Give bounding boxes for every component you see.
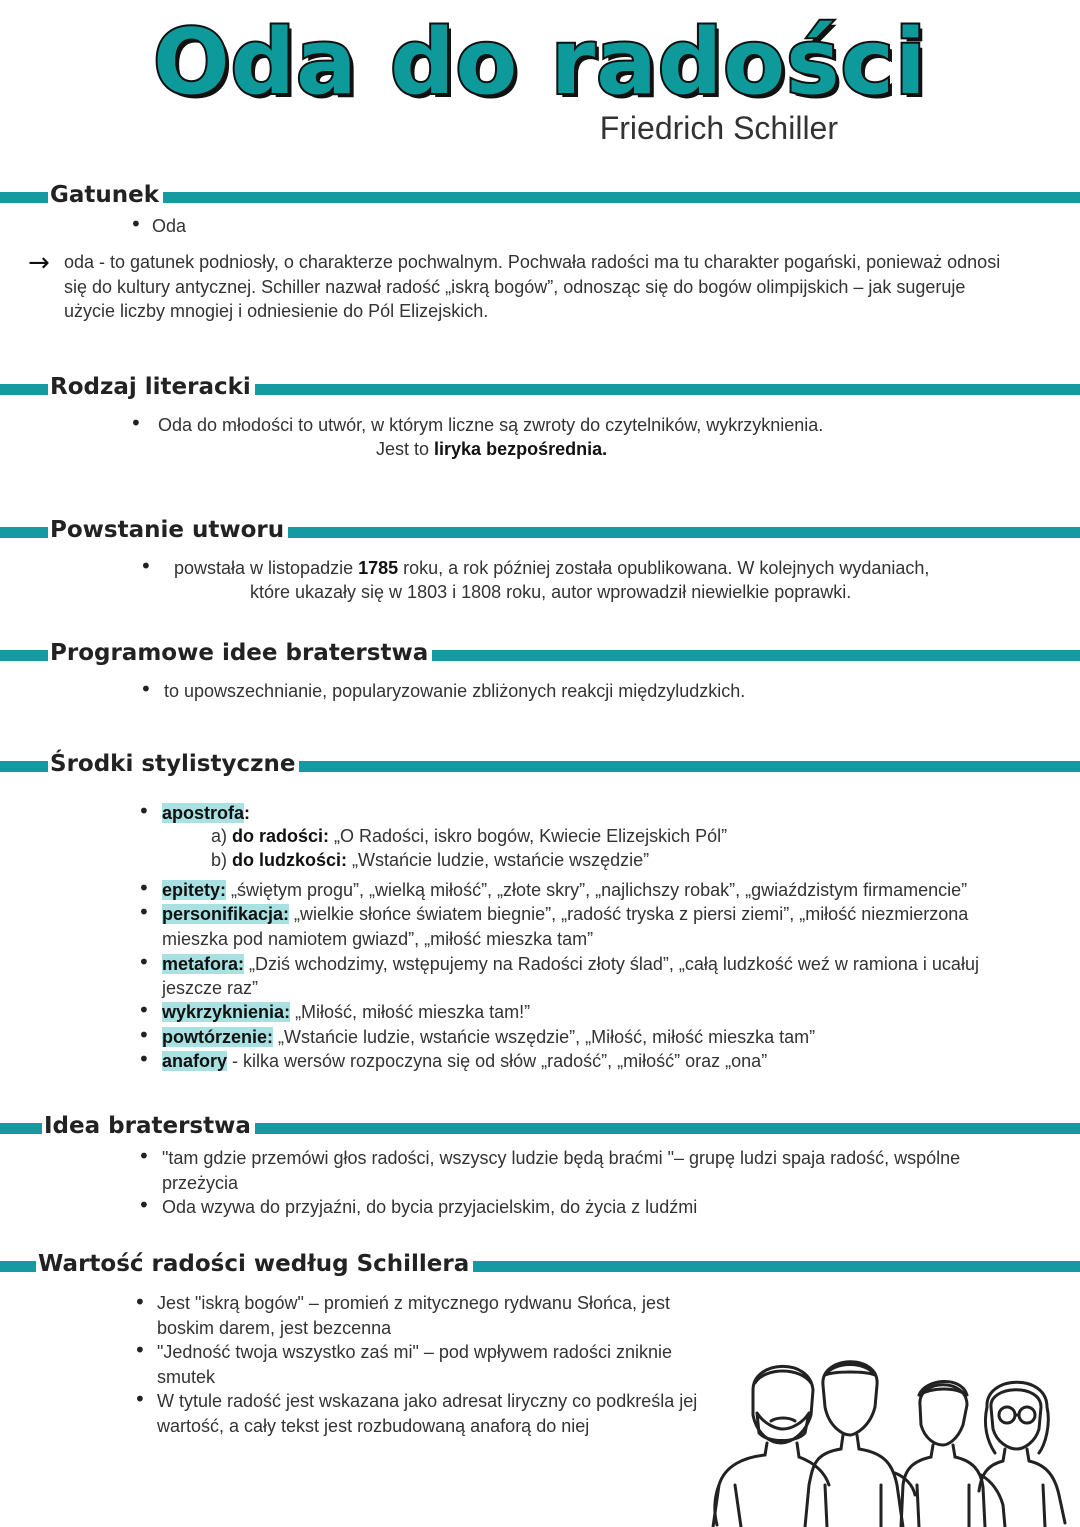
section-powstanie-header <box>0 515 1080 545</box>
emphasis-text: liryka bezpośrednia. <box>434 439 608 459</box>
person-bearded-icon <box>713 1366 813 1527</box>
wartosc-bullet-1 <box>157 1291 670 1340</box>
section-heading: Środki stylistyczne <box>48 749 299 779</box>
term-highlight: wykrzyknienia: <box>162 1002 291 1022</box>
list-item <box>162 1025 815 1050</box>
list-item <box>162 952 979 977</box>
emphasis-text: 1785 <box>358 558 399 578</box>
wartosc-bullet-2 <box>157 1340 672 1389</box>
section-programowe-header <box>0 638 1080 668</box>
text-span: roku, a rok później została opublikowana. W kolejnych wydaniach, <box>398 558 930 578</box>
powstanie-line2: które ukazały się w 1803 i 1808 roku, autor wprowadził niewielkie poprawki. <box>250 582 852 602</box>
idea-bullet-2: Oda wzywa do przyjaźni, do bycia przyjacielskim, do życia z ludźmi <box>162 1197 698 1217</box>
bullet-icon: • <box>138 876 150 900</box>
author-name: Friedrich Schiller <box>599 110 838 146</box>
section-rodzaj-header <box>0 372 1080 402</box>
text-span: - kilka wersów rozpoczyna się od słów „radość”, „miłość” oraz „ona” <box>227 1051 768 1071</box>
section-srodki-header <box>0 749 1080 779</box>
text-span: „Wstańcie ludzie, wstańcie wszędzie” <box>347 850 650 870</box>
person-woman-glasses-icon <box>979 1382 1065 1527</box>
list-subitem <box>211 824 727 849</box>
text-span: „Dziś wchodzimy, wstępujemy na Radości złoty ślad”, „całą ludzkość weź w ramiona i ucałuj <box>244 954 979 974</box>
section-heading: Programowe idee braterstwa <box>48 638 432 668</box>
friends-group-illustration <box>705 1345 1075 1527</box>
list-item <box>162 1049 767 1074</box>
text-line: smutek <box>157 1366 216 1387</box>
text-span: a) <box>211 826 233 846</box>
idea-bullet-1 <box>162 1146 960 1195</box>
rodzaj-line1: Oda do młodości to utwór, w którym liczne są zwroty do czytelników, wykrzyknienia. <box>158 415 824 435</box>
bullet-icon: • <box>138 1023 150 1047</box>
text-span: „Miłość, miłość mieszka tam!” <box>290 1002 531 1022</box>
gatunek-note <box>64 250 1000 324</box>
section-heading: Powstanie utworu <box>48 515 288 545</box>
wartosc-bullet-3 <box>157 1389 697 1438</box>
section-heading: Gatunek <box>48 180 163 210</box>
bullet-icon: • <box>134 1290 146 1314</box>
text-span: „świętym progu”, „wielką miłość”, „złote skry”, „najlichszy robak”, „gwiaździstym firmamencie” <box>226 880 968 900</box>
bullet-icon: • <box>130 411 142 435</box>
section-heading: Idea braterstwa <box>42 1111 255 1141</box>
bullet-icon: • <box>130 212 142 236</box>
text-line: boskim darem, jest bezcenna <box>157 1317 392 1338</box>
term-highlight: epitety: <box>162 880 227 900</box>
list-item <box>162 801 250 826</box>
list-item <box>162 878 967 903</box>
list-item-continuation: mieszka pod namiotem gwiazd”, „miłość mieszka tam” <box>162 929 594 949</box>
list-subitem <box>211 848 649 873</box>
list-item <box>162 1000 530 1025</box>
text-line: wartość, a cały tekst jest rozbudowaną anaforą do niej <box>157 1415 590 1436</box>
term-highlight: personifikacja: <box>162 904 290 924</box>
text-span: „wielkie słońce światem biegnie”, „radość tryska z piersi ziemi”, „miłość niezmierzona <box>289 904 969 924</box>
term-highlight: apostrofa <box>162 803 245 823</box>
text-span: Jest to <box>376 439 435 459</box>
text-line: "Jedność twoja wszystko zaś mi" – pod wpływem radości zniknie <box>157 1342 672 1362</box>
bullet-icon: • <box>140 554 152 578</box>
text-line: przeżycia <box>162 1172 239 1193</box>
emphasis-text: do radości: <box>232 826 330 846</box>
bullet-icon: • <box>138 1047 150 1071</box>
programowe-bullet: to upowszechnianie, popularyzowanie zbliżonych reakcji międzyludzkich. <box>164 681 746 701</box>
term-highlight: metafora: <box>162 954 245 974</box>
text-span: „O Radości, iskro bogów, Kwiecie Elizejskich Pól” <box>329 826 728 846</box>
powstanie-line1 <box>174 556 929 581</box>
gatunek-bullet: Oda <box>152 216 187 236</box>
emphasis-text: : <box>244 803 251 823</box>
list-item-continuation: jeszcze raz” <box>162 978 259 998</box>
emphasis-text: do ludzkości: <box>232 850 348 870</box>
note-line: się do kultury antycznej. Schiller nazwał radość „iskrą bogów”, odnosząc się do bogów olimpijskich – jak sugeruje <box>64 276 966 297</box>
bullet-icon: • <box>138 900 150 924</box>
note-line: oda - to gatunek podniosły, o charakterze pochwalnym. Pochwała radości ma tu charakter pogański, ponieważ odnosi <box>64 252 1001 272</box>
text-span: b) <box>211 850 233 870</box>
bullet-icon: • <box>138 1193 150 1217</box>
list-item <box>162 902 968 927</box>
term-highlight: powtórzenie: <box>162 1027 273 1047</box>
section-heading: Rodzaj literacki <box>48 372 255 402</box>
note-line: użycie liczby mnogiej i odniesienie do Pól Elizejskich. <box>64 301 489 321</box>
bullet-icon: • <box>134 1338 146 1362</box>
rodzaj-line2 <box>376 437 607 462</box>
bullet-icon: • <box>134 1387 146 1411</box>
bullet-icon: • <box>138 950 150 974</box>
text-line: W tytule radość jest wskazana jako adresat liryczny co podkreśla jej <box>157 1391 698 1411</box>
text-line: "tam gdzie przemówi głos radości, wszyscy ludzie będą braćmi "– grupę ludzi spaja radość, wspólne <box>162 1148 961 1168</box>
bullet-icon: • <box>138 998 150 1022</box>
section-wartosc-header <box>0 1249 1080 1279</box>
arrow-right-icon: → <box>28 248 50 278</box>
bullet-icon: • <box>138 1144 150 1168</box>
text-span: „Wstańcie ludzie, wstańcie wszędzie”, „Miłość, miłość mieszka tam” <box>273 1027 816 1047</box>
person-young-icon <box>895 1381 985 1527</box>
section-heading: Wartość radości według Schillera <box>36 1249 473 1279</box>
text-span: powstała w listopadzie <box>174 558 359 578</box>
bullet-icon: • <box>140 677 152 701</box>
term-highlight: anafory <box>162 1051 228 1071</box>
bullet-icon: • <box>138 799 150 823</box>
section-gatunek-header <box>0 180 1080 210</box>
section-idea-header <box>0 1111 1080 1141</box>
text-line: Jest "iskrą bogów" – promień z mitycznego rydwanu Słońca, jest <box>157 1293 671 1313</box>
person-man-icon <box>799 1362 903 1527</box>
page-title: Oda do radości <box>153 10 927 115</box>
